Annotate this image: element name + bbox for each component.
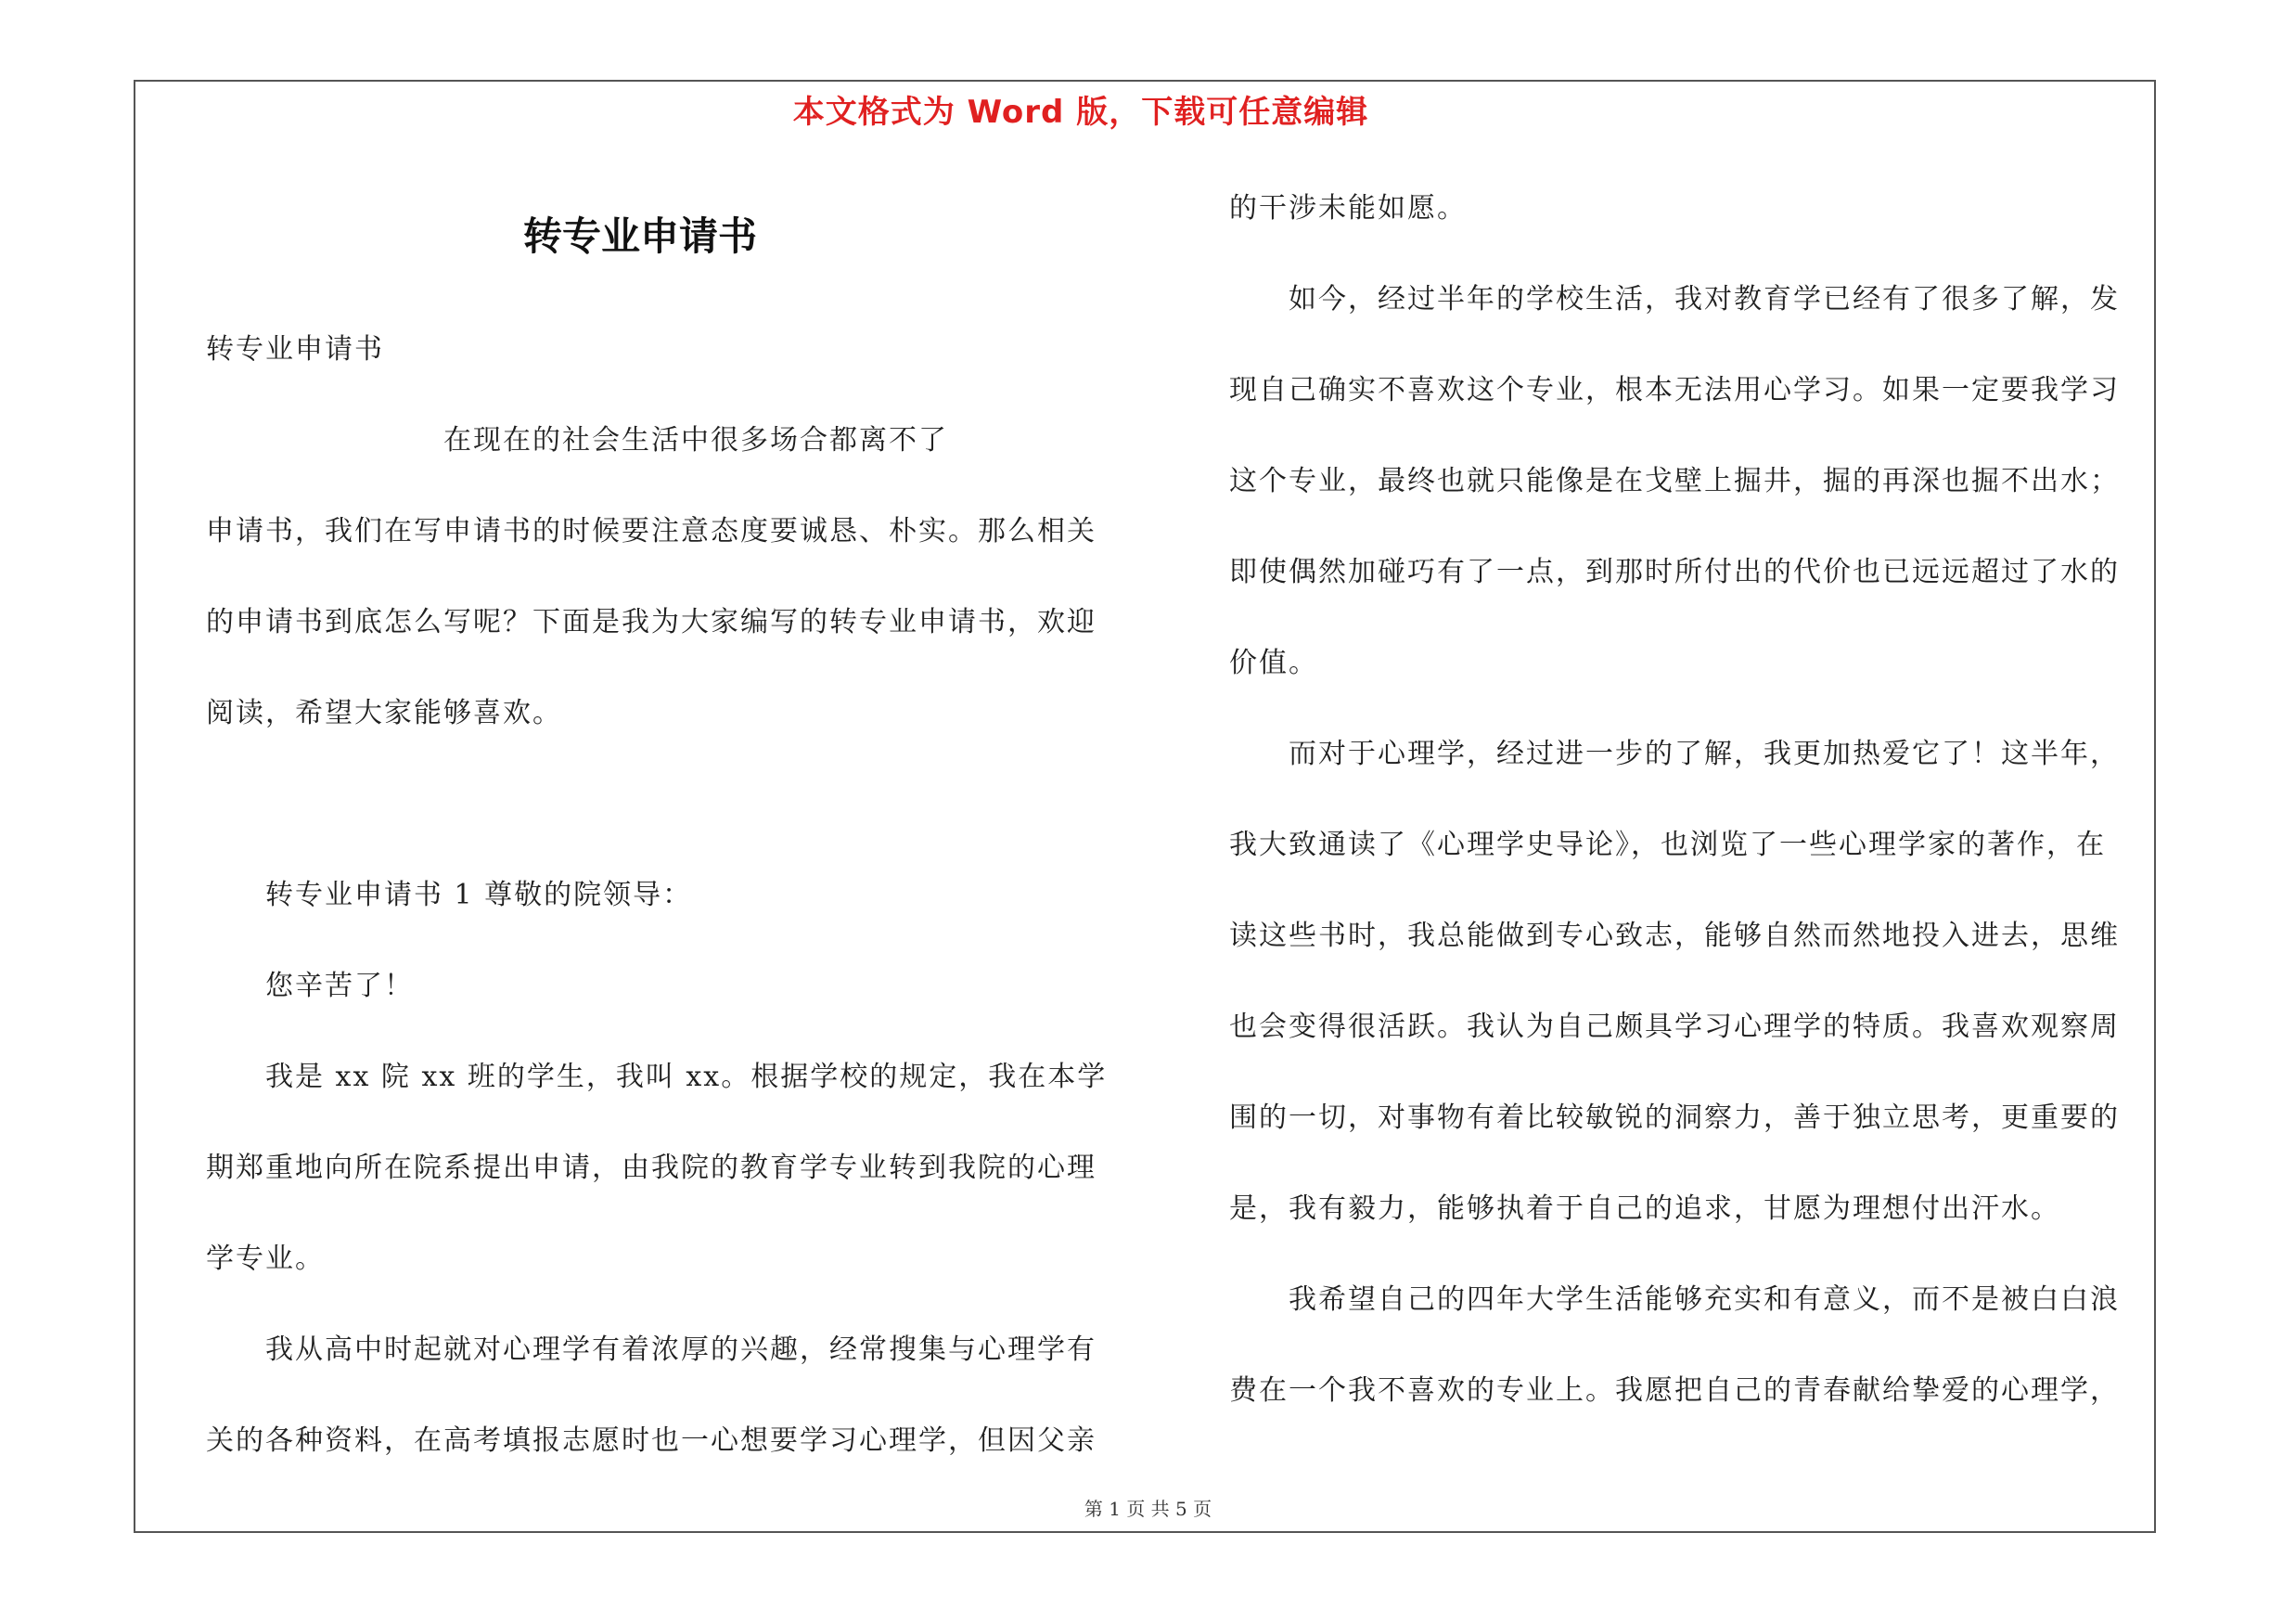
text-line: 而对于心理学，经过进一步的了解，我更加热爱它了！这半年， (1229, 738, 2120, 770)
text-line: 也会变得很活跃。我认为自己颇具学习心理学的特质。我喜欢观察周 (1229, 1011, 2120, 1043)
text-line: 是，我有毅力，能够执着于自己的追求，甘愿为理想付出汗水。 (1229, 1192, 2060, 1225)
text-line: 价值。 (1229, 647, 1318, 679)
paragraph-gap (206, 779, 1134, 870)
left-column (206, 325, 1134, 1507)
text-line: 读这些书时，我总能做到专心致志，能够自然而然地投入进去，思维 (1229, 920, 2120, 952)
text-line: 转专业申请书 1 尊敬的院领导： (206, 879, 693, 911)
text-line: 关的各种资料，在高考填报志愿时也一心想要学习心理学，但因父亲 (206, 1424, 1097, 1457)
text-line: 学专业。 (206, 1243, 325, 1275)
page-number-footer: 第 1 页 共 5 页 (1084, 1498, 1212, 1520)
document-title: 转专业申请书 (522, 213, 757, 259)
text-line: 即使偶然加碰巧有了一点，到那时所付出的代价也已远远超过了水的 (1229, 556, 2120, 588)
text-line: 围的一切，对事物有着比较敏锐的洞察力，善于独立思考，更重要的 (1229, 1101, 2120, 1134)
text-line: 现自己确实不喜欢这个专业，根本无法用心学习。如果一定要我学习 (1229, 374, 2120, 406)
text-line: 我是 xx 院 xx 班的学生，我叫 xx。根据学校的规定，我在本学 (206, 1061, 1108, 1093)
text-line: 在现在的社会生活中很多场合都离不了 (206, 424, 948, 457)
text-line: 您辛苦了！ (206, 970, 414, 1002)
text-line: 申请书，我们在写申请书的时候要注意态度要诚恳、朴实。那么相关 (206, 515, 1097, 547)
text-line: 我大致通读了《心理学史导论》，也浏览了一些心理学家的著作，在 (1229, 829, 2106, 861)
text-line: 转专业申请书 (206, 333, 384, 366)
right-column (1229, 184, 2157, 1457)
text-line: 这个专业，最终也就只能像是在戈壁上掘井，掘的再深也掘不出水； (1229, 465, 2120, 497)
text-line: 费在一个我不喜欢的专业上。我愿把自己的青春献给挚爱的心理学， (1229, 1374, 2120, 1407)
text-line: 期郑重地向所在院系提出申请，由我院的教育学专业转到我院的心理 (206, 1152, 1097, 1184)
text-line: 的干涉未能如愿。 (1229, 192, 1467, 225)
text-line: 我希望自己的四年大学生活能够充实和有意义，而不是被白白浪 (1229, 1283, 2120, 1316)
text-line: 阅读，希望大家能够喜欢。 (206, 697, 562, 729)
text-line: 的申请书到底怎么写呢？下面是我为大家编写的转专业申请书，欢迎 (206, 606, 1097, 638)
text-line: 我从高中时起就对心理学有着浓厚的兴趣，经常搜集与心理学有 (206, 1333, 1097, 1366)
text-line: 如今，经过半年的学校生活，我对教育学已经有了很多了解，发 (1229, 283, 2120, 316)
format-banner: 本文格式为 Word 版，下载可任意编辑 (792, 94, 1369, 131)
